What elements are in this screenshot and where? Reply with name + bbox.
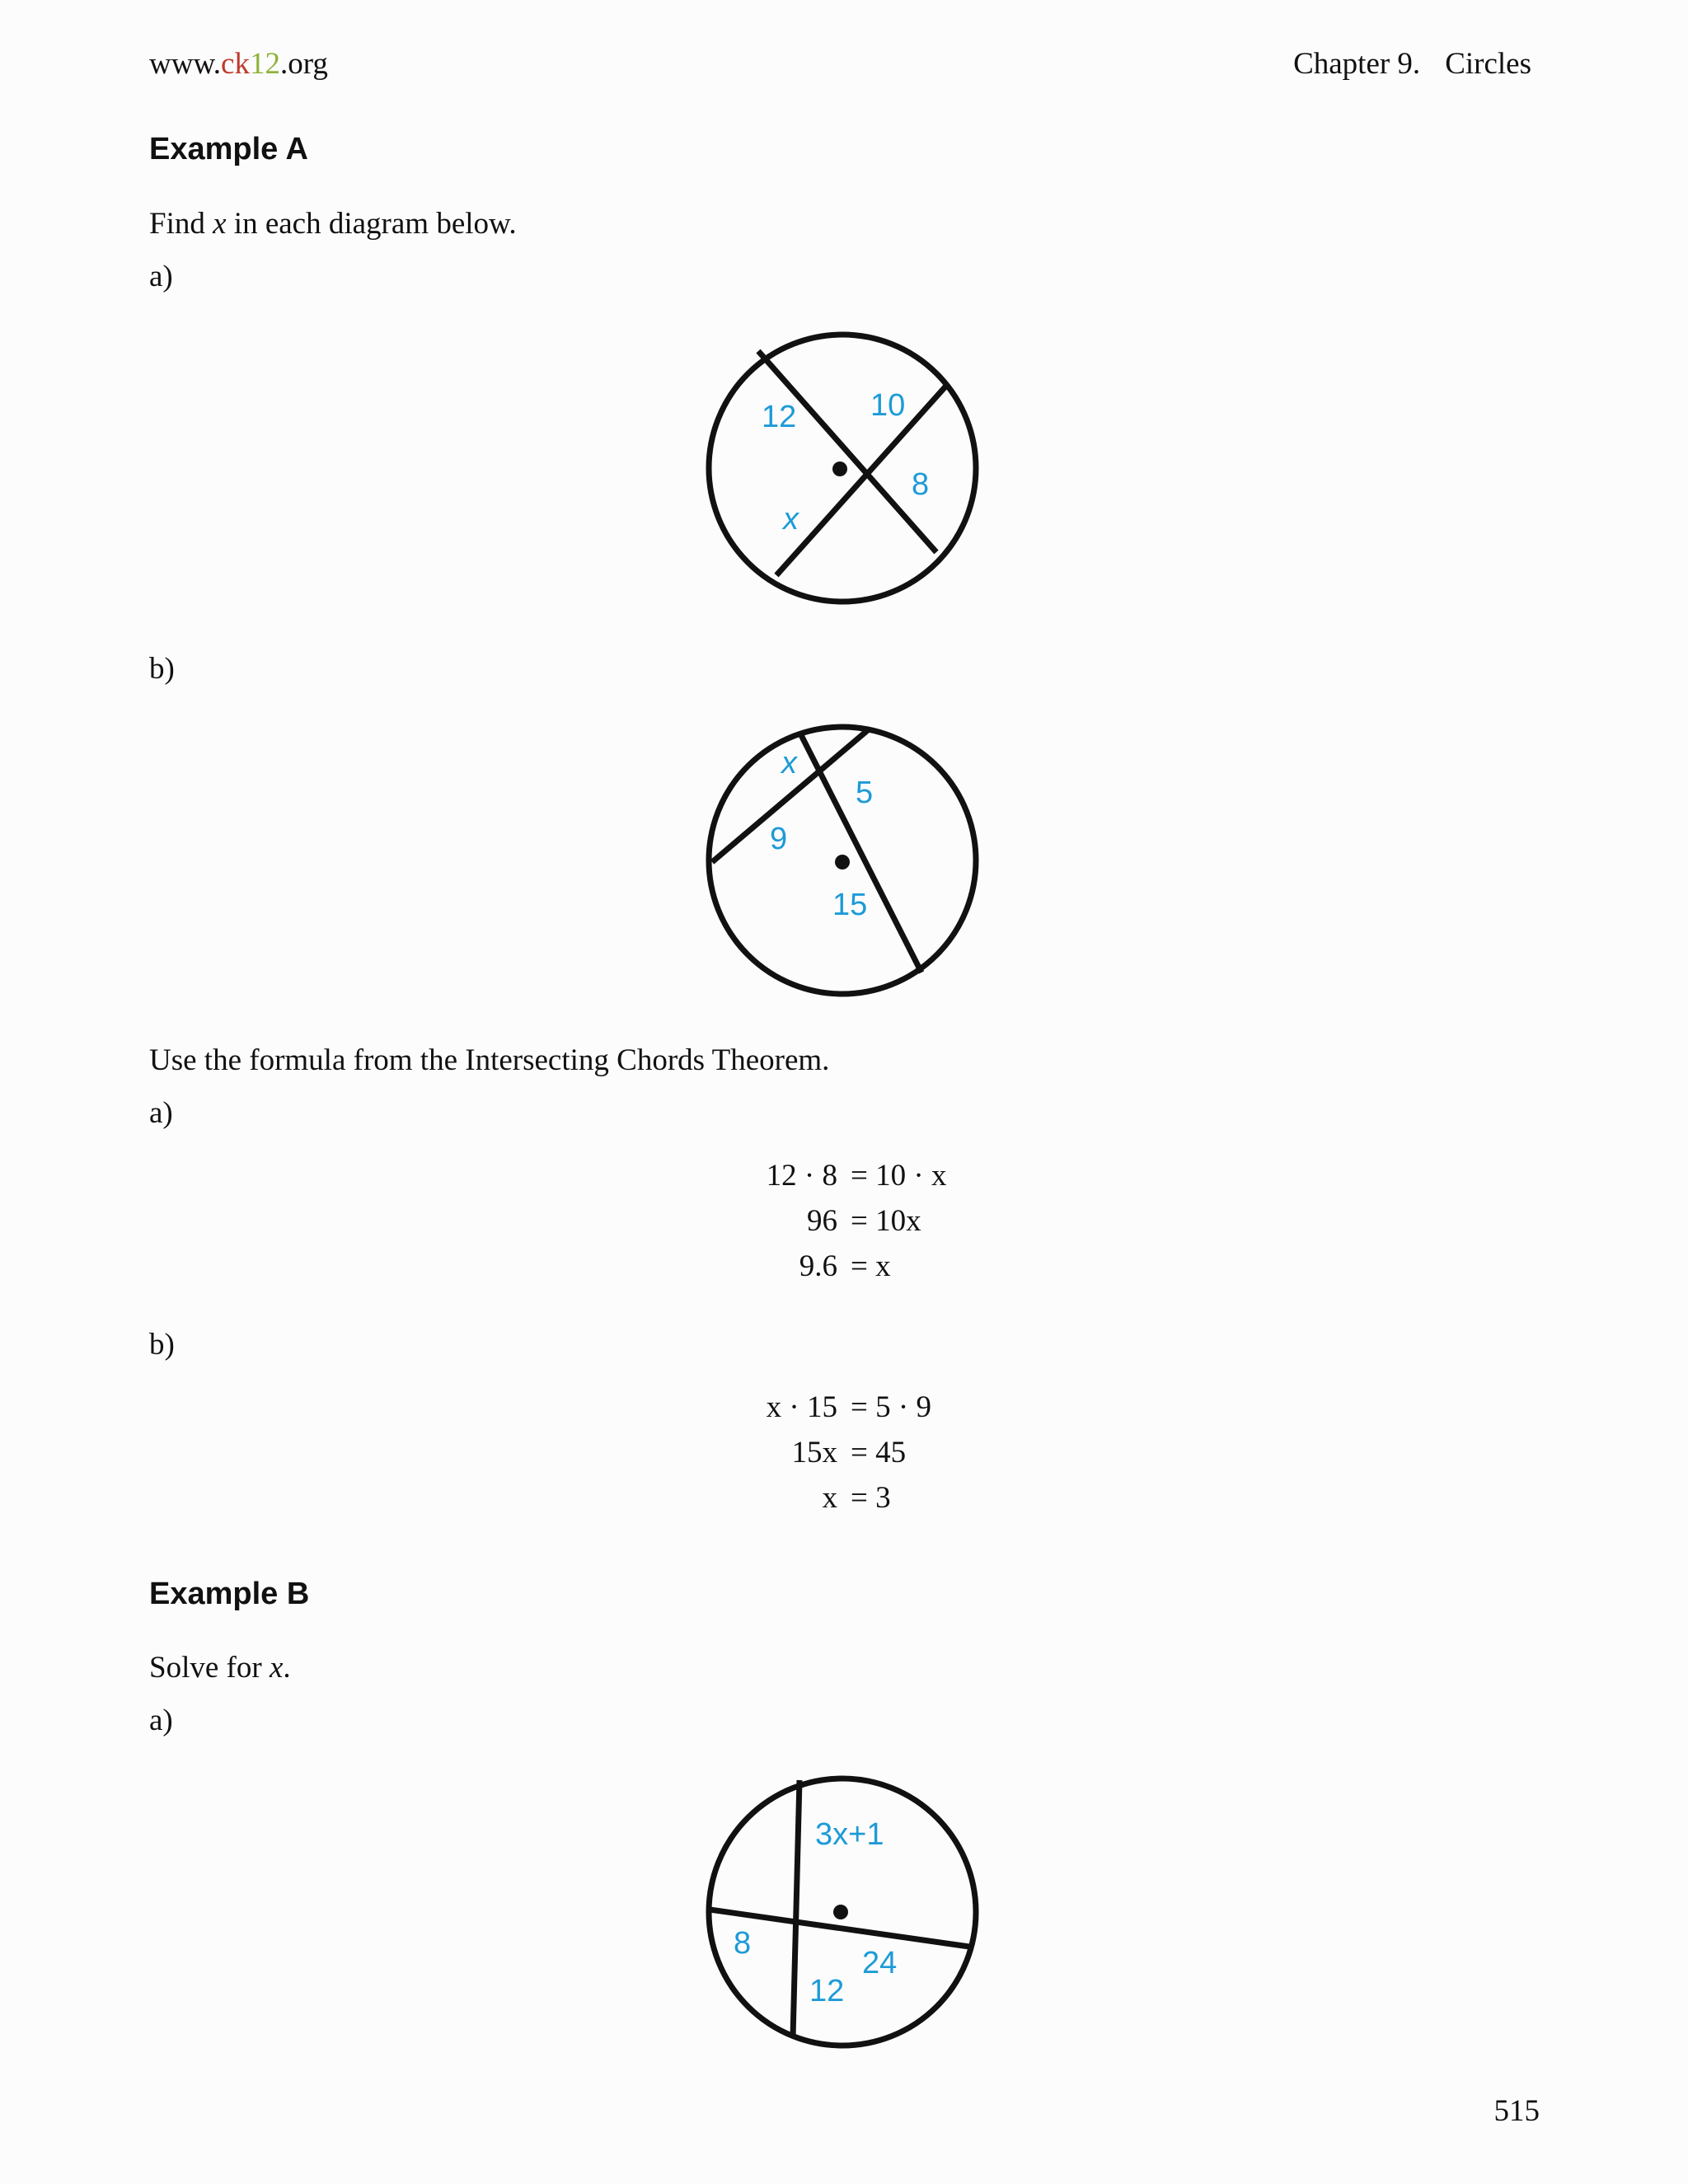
- label-3x-plus-1: 3x+1: [815, 1817, 884, 1852]
- equation-a-1: 12 · 8 = 10 · x: [766, 1159, 947, 1193]
- page-number: 515: [1493, 2094, 1540, 2128]
- equation-b-1: x · 15 = 5 · 9: [766, 1390, 931, 1424]
- label-5: 5: [856, 776, 874, 810]
- label-9: 9: [770, 822, 788, 856]
- label-12: 12: [762, 400, 797, 434]
- example-b-intro: Solve for x.: [149, 1651, 291, 1685]
- equation-a-2: 96 = 10x: [807, 1204, 921, 1238]
- label-15: 15: [832, 888, 868, 922]
- example-b-part-a-label: a): [149, 1704, 173, 1737]
- equation-b-2: 15x = 45: [791, 1436, 907, 1469]
- circle-diagram-a: [697, 323, 987, 613]
- label-8: 8: [912, 467, 930, 502]
- circle-diagram-b: [697, 715, 987, 1005]
- label-x: x: [783, 502, 799, 537]
- site-url: www.ck12.org: [149, 47, 328, 81]
- solution-b-label: b): [149, 1328, 175, 1361]
- solution-intro: Use the formula from the Intersecting Chords Theorem.: [149, 1043, 830, 1077]
- equation-a-3: 9.6 = x: [799, 1249, 891, 1283]
- label-8: 8: [734, 1926, 752, 1961]
- solution-a-label: a): [149, 1096, 173, 1130]
- chapter-header: Chapter 9. Circles: [1293, 47, 1531, 81]
- label-12: 12: [809, 1974, 845, 2008]
- circle-diagram-example-b: [697, 1767, 987, 2057]
- equation-b-3: x = 3: [822, 1481, 891, 1515]
- label-24: 24: [862, 1946, 898, 1980]
- label-x: x: [781, 746, 797, 780]
- example-a-intro: Find x in each diagram below.: [149, 207, 517, 241]
- example-a-heading: Example A: [149, 132, 308, 166]
- example-b-heading: Example B: [149, 1577, 310, 1611]
- part-b-label: b): [149, 652, 175, 686]
- label-10: 10: [870, 388, 906, 423]
- part-a-label: a): [149, 260, 173, 293]
